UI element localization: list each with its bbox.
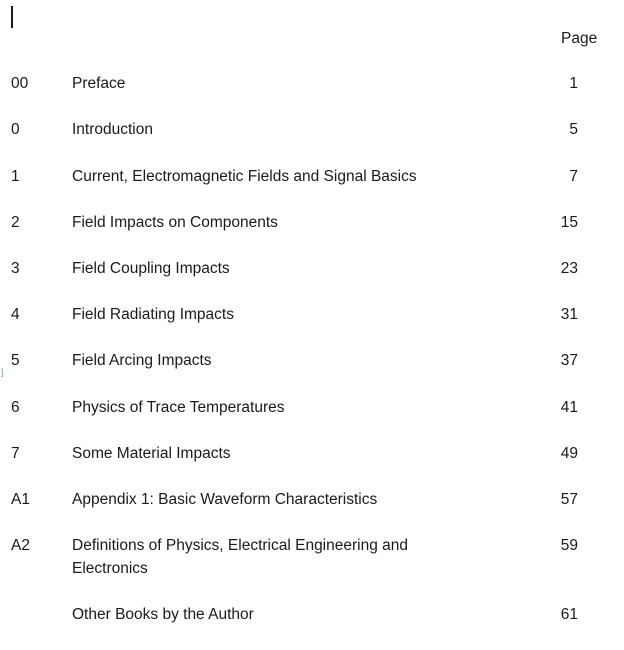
entry-title: Physics of Trace Temperatures [72,399,285,416]
entry-page: 57 [560,491,578,508]
entry-number: 5 [11,352,20,369]
entry-number: A1 [11,491,30,508]
entry-title: Appendix 1: Basic Waveform Characteristics [72,491,378,508]
entry-page: 31 [560,306,578,323]
entry-page: 15 [560,214,578,231]
entry-number: A2 [11,537,30,554]
entry-number: 00 [11,75,29,92]
entry-title: Definitions of Physics, Electrical Engineering and Electronics [72,537,409,577]
entry-title: Field Radiating Impacts [72,306,234,323]
entry-title: Field Arcing Impacts [72,352,212,369]
entry-page: 41 [560,399,578,416]
page-column-header: Page [561,30,598,47]
entry-title: Other Books by the Author [72,606,254,623]
entry-number: 1 [11,168,20,185]
entry-page: 1 [569,75,578,92]
entry-title: Field Coupling Impacts [72,260,230,277]
entry-number: 6 [11,399,20,416]
entry-page: 37 [560,352,578,369]
entry-page: 49 [560,445,578,462]
entry-page: 59 [560,537,578,554]
entry-title: Some Material Impacts [72,445,231,462]
entry-title: Field Impacts on Components [72,214,278,231]
entry-title: Current, Electromagnetic Fields and Signal Basics [72,168,417,185]
entry-number: 4 [11,306,20,323]
entry-number: 2 [11,214,20,231]
margin-mark: ] [1,367,4,377]
entry-page: 5 [569,121,578,138]
entry-title: Preface [72,75,126,92]
text-cursor [11,6,13,28]
entry-number: 7 [11,445,20,462]
entry-page: 61 [560,606,578,623]
entry-page: 7 [569,168,578,185]
entry-number: 3 [11,260,20,277]
entry-page: 23 [560,260,578,277]
entry-number: 0 [11,121,20,138]
entry-title: Introduction [72,121,153,138]
